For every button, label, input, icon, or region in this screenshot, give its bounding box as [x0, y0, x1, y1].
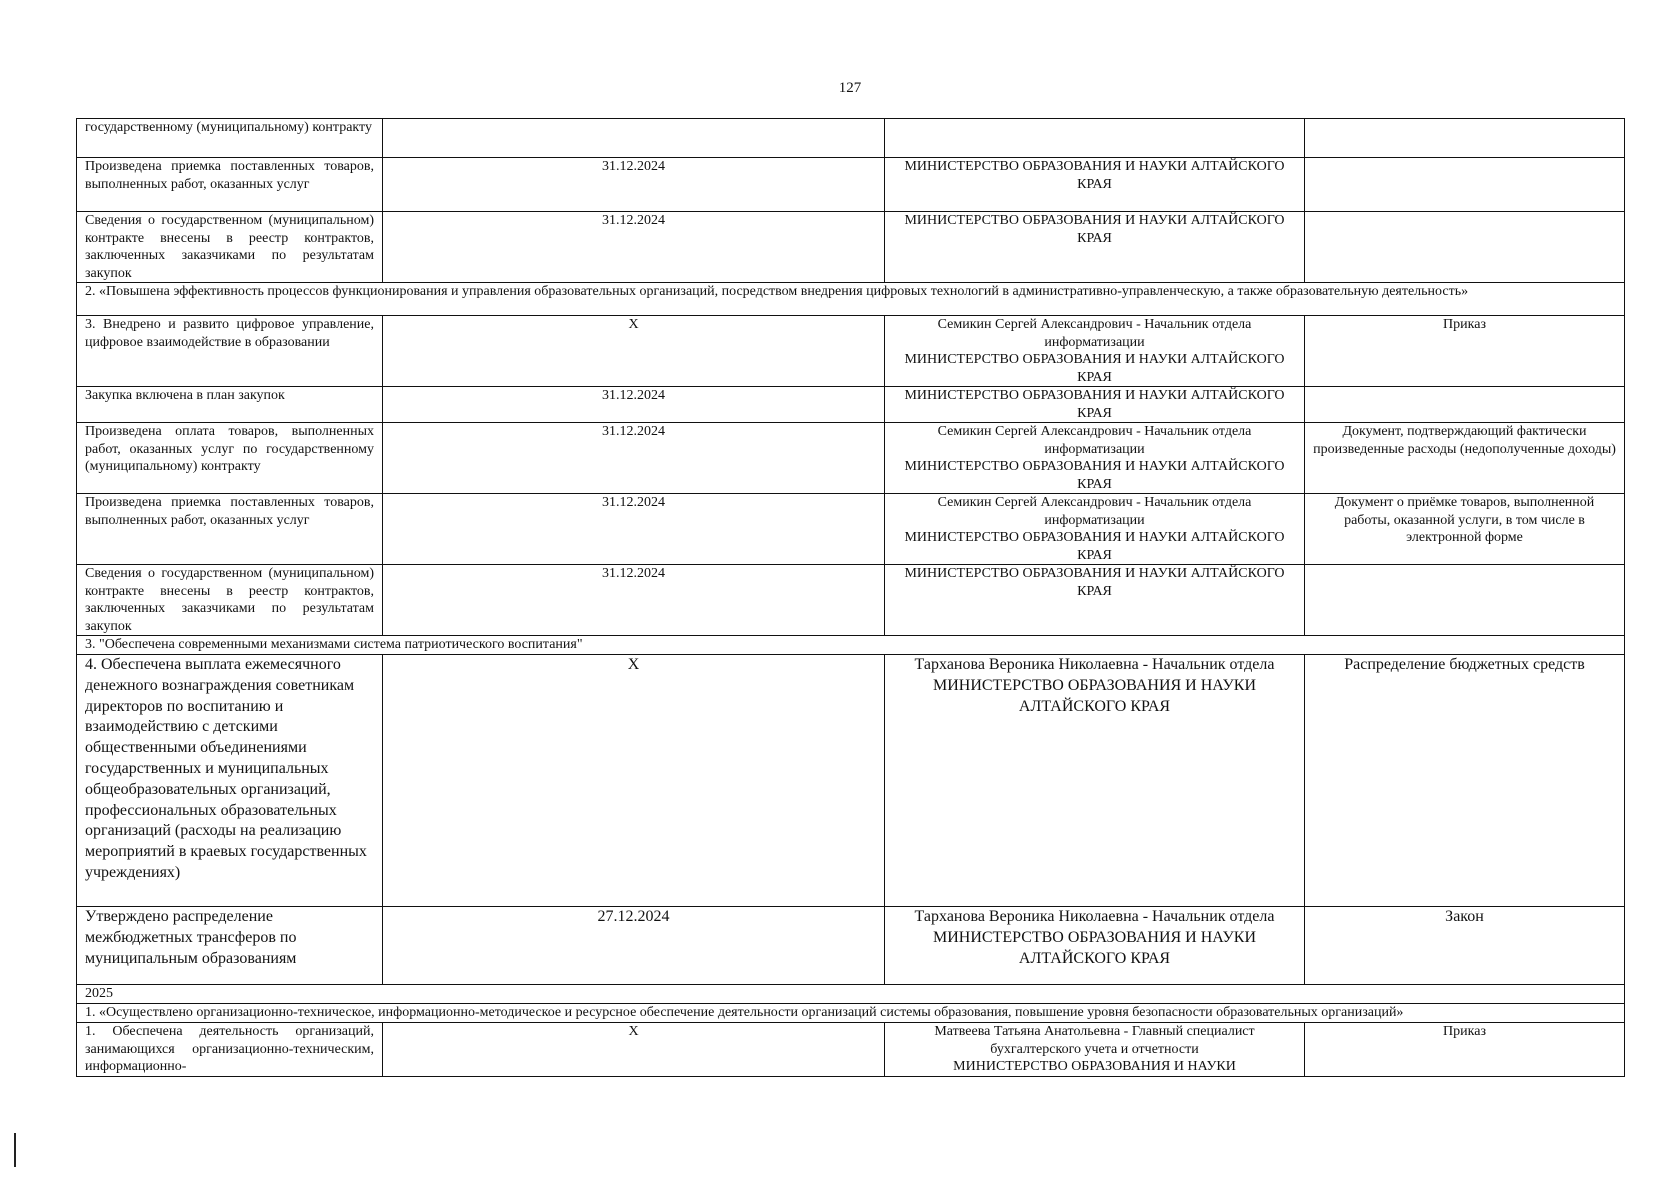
- document-cell: Документ о приёмке товаров, выполненной работы, оказанной услуги, в том числе в электронной форме: [1305, 494, 1625, 565]
- deadline-cell: Х: [383, 316, 885, 387]
- section-title: 2. «Повышена эффективность процессов функционирования и управления образовательных организаций, посредством внедрения цифровых технологий в административно-управленческую, а также образовательную деятельность»: [77, 283, 1625, 316]
- document-cell: [1305, 565, 1625, 636]
- section-title: 1. «Осуществлено организационно-техническое, информационно-методическое и ресурсное обеспечение деятельности организаций системы образования, повышение уровня безопасности образовательных организаций»: [77, 1004, 1625, 1023]
- document-cell: [1305, 387, 1625, 423]
- responsible-cell: Семикин Сергей Александрович - Начальник отдела информатизации МИНИСТЕРСТВО ОБРАЗОВАНИЯ И НАУКИ АЛТАЙСКОГО КРАЯ: [885, 316, 1305, 387]
- document-cell: [1305, 212, 1625, 283]
- table-row: [77, 158, 1625, 212]
- table-row: [77, 494, 1625, 565]
- document-cell: Распределение бюджетных средств: [1305, 655, 1625, 907]
- page-number: 127: [838, 80, 862, 96]
- table-row: [77, 565, 1625, 636]
- table-row: [77, 1023, 1625, 1077]
- activity-cell: Закупка включена в план закупок: [77, 387, 383, 423]
- table-row: [77, 907, 1625, 985]
- table-row: [77, 655, 1625, 907]
- deadline-cell: 31.12.2024: [383, 565, 885, 636]
- activity-cell: 4. Обеспечена выплата ежемесячного денежного вознаграждения советникам директоров по воспитанию и взаимодействию с детскими общественными объединениями государственных и муниципальных общеобразовательных организаций, профессиональных образовательных организаций (расходы на реализацию мероприятий в краевых государственных учреждениях): [77, 655, 383, 907]
- activity-cell: Произведена приемка поставленных товаров, выполненных работ, оказанных услуг: [77, 494, 383, 565]
- section-header-row: [77, 283, 1625, 316]
- deadline-cell: 27.12.2024: [383, 907, 885, 985]
- responsible-cell: [885, 119, 1305, 158]
- document-cell: Приказ: [1305, 1023, 1625, 1077]
- responsible-cell: МИНИСТЕРСТВО ОБРАЗОВАНИЯ И НАУКИ АЛТАЙСКОГО КРАЯ: [885, 212, 1305, 283]
- responsible-cell: МИНИСТЕРСТВО ОБРАЗОВАНИЯ И НАУКИ АЛТАЙСКОГО КРАЯ: [885, 158, 1305, 212]
- responsible-cell: МИНИСТЕРСТВО ОБРАЗОВАНИЯ И НАУКИ АЛТАЙСКОГО КРАЯ: [885, 387, 1305, 423]
- table-row: [77, 387, 1625, 423]
- deadline-cell: Х: [383, 655, 885, 907]
- activity-cell: Утверждено распределение межбюджетных трансферов по муниципальным образованиям: [77, 907, 383, 985]
- activity-cell: Произведена оплата товаров, выполненных работ, оказанных услуг по государственному (муниципальному) контракту: [77, 423, 383, 494]
- table-row: [77, 423, 1625, 494]
- responsible-cell: Тарханова Вероника Николаевна - Начальник отдела МИНИСТЕРСТВО ОБРАЗОВАНИЯ И НАУКИ АЛТАЙСКОГО КРАЯ: [885, 655, 1305, 907]
- deadline-cell: [383, 119, 885, 158]
- activity-cell: Произведена приемка поставленных товаров, выполненных работ, оказанных услуг: [77, 158, 383, 212]
- table-row: [77, 316, 1625, 387]
- activity-cell: 1. Обеспечена деятельность организаций, занимающихся организационно-техническим, информационно-: [77, 1023, 383, 1077]
- document-cell: [1305, 119, 1625, 158]
- responsible-cell: Семикин Сергей Александрович - Начальник отдела информатизации МИНИСТЕРСТВО ОБРАЗОВАНИЯ И НАУКИ АЛТАЙСКОГО КРАЯ: [885, 494, 1305, 565]
- activity-cell: Сведения о государственном (муниципальном) контракте внесены в реестр контрактов, заключенных заказчиками по результатам закупок: [77, 212, 383, 283]
- section-title: 3. "Обеспечена современными механизмами система патриотического воспитания": [77, 636, 1625, 655]
- responsible-cell: Матвеева Татьяна Анатольевна - Главный специалист бухгалтерского учета и отчетности МИНИСТЕРСТВО ОБРАЗОВАНИЯ И НАУКИ: [885, 1023, 1305, 1077]
- deadline-cell: 31.12.2024: [383, 212, 885, 283]
- activity-cell: Сведения о государственном (муниципальном) контракте внесены в реестр контрактов, заключенных заказчиками по результатам закупок: [77, 565, 383, 636]
- section-header-row: [77, 636, 1625, 655]
- document-cell: Закон: [1305, 907, 1625, 985]
- section-header-row: [77, 985, 1625, 1004]
- document-cell: [1305, 158, 1625, 212]
- margin-mark: [14, 1133, 16, 1167]
- deadline-cell: 31.12.2024: [383, 423, 885, 494]
- activity-cell: 3. Внедрено и развито цифровое управление, цифровое взаимодействие в образовании: [77, 316, 383, 387]
- activity-cell: государственному (муниципальному) контракту: [77, 119, 383, 158]
- deadline-cell: 31.12.2024: [383, 158, 885, 212]
- document-cell: Приказ: [1305, 316, 1625, 387]
- document-cell: Документ, подтверждающий фактически произведенные расходы (недополученные доходы): [1305, 423, 1625, 494]
- deadline-cell: 31.12.2024: [383, 387, 885, 423]
- deadline-cell: Х: [383, 1023, 885, 1077]
- deadline-cell: 31.12.2024: [383, 494, 885, 565]
- table-row: [77, 212, 1625, 283]
- responsible-cell: МИНИСТЕРСТВО ОБРАЗОВАНИЯ И НАУКИ АЛТАЙСКОГО КРАЯ: [885, 565, 1305, 636]
- table-row: [77, 119, 1625, 158]
- responsible-cell: Тарханова Вероника Николаевна - Начальник отдела МИНИСТЕРСТВО ОБРАЗОВАНИЯ И НАУКИ АЛТАЙСКОГО КРАЯ: [885, 907, 1305, 985]
- section-header-row: [77, 1004, 1625, 1023]
- responsible-cell: Семикин Сергей Александрович - Начальник отдела информатизации МИНИСТЕРСТВО ОБРАЗОВАНИЯ И НАУКИ АЛТАЙСКОГО КРАЯ: [885, 423, 1305, 494]
- activity-table: [76, 118, 1625, 1077]
- section-title: 2025: [77, 985, 1625, 1004]
